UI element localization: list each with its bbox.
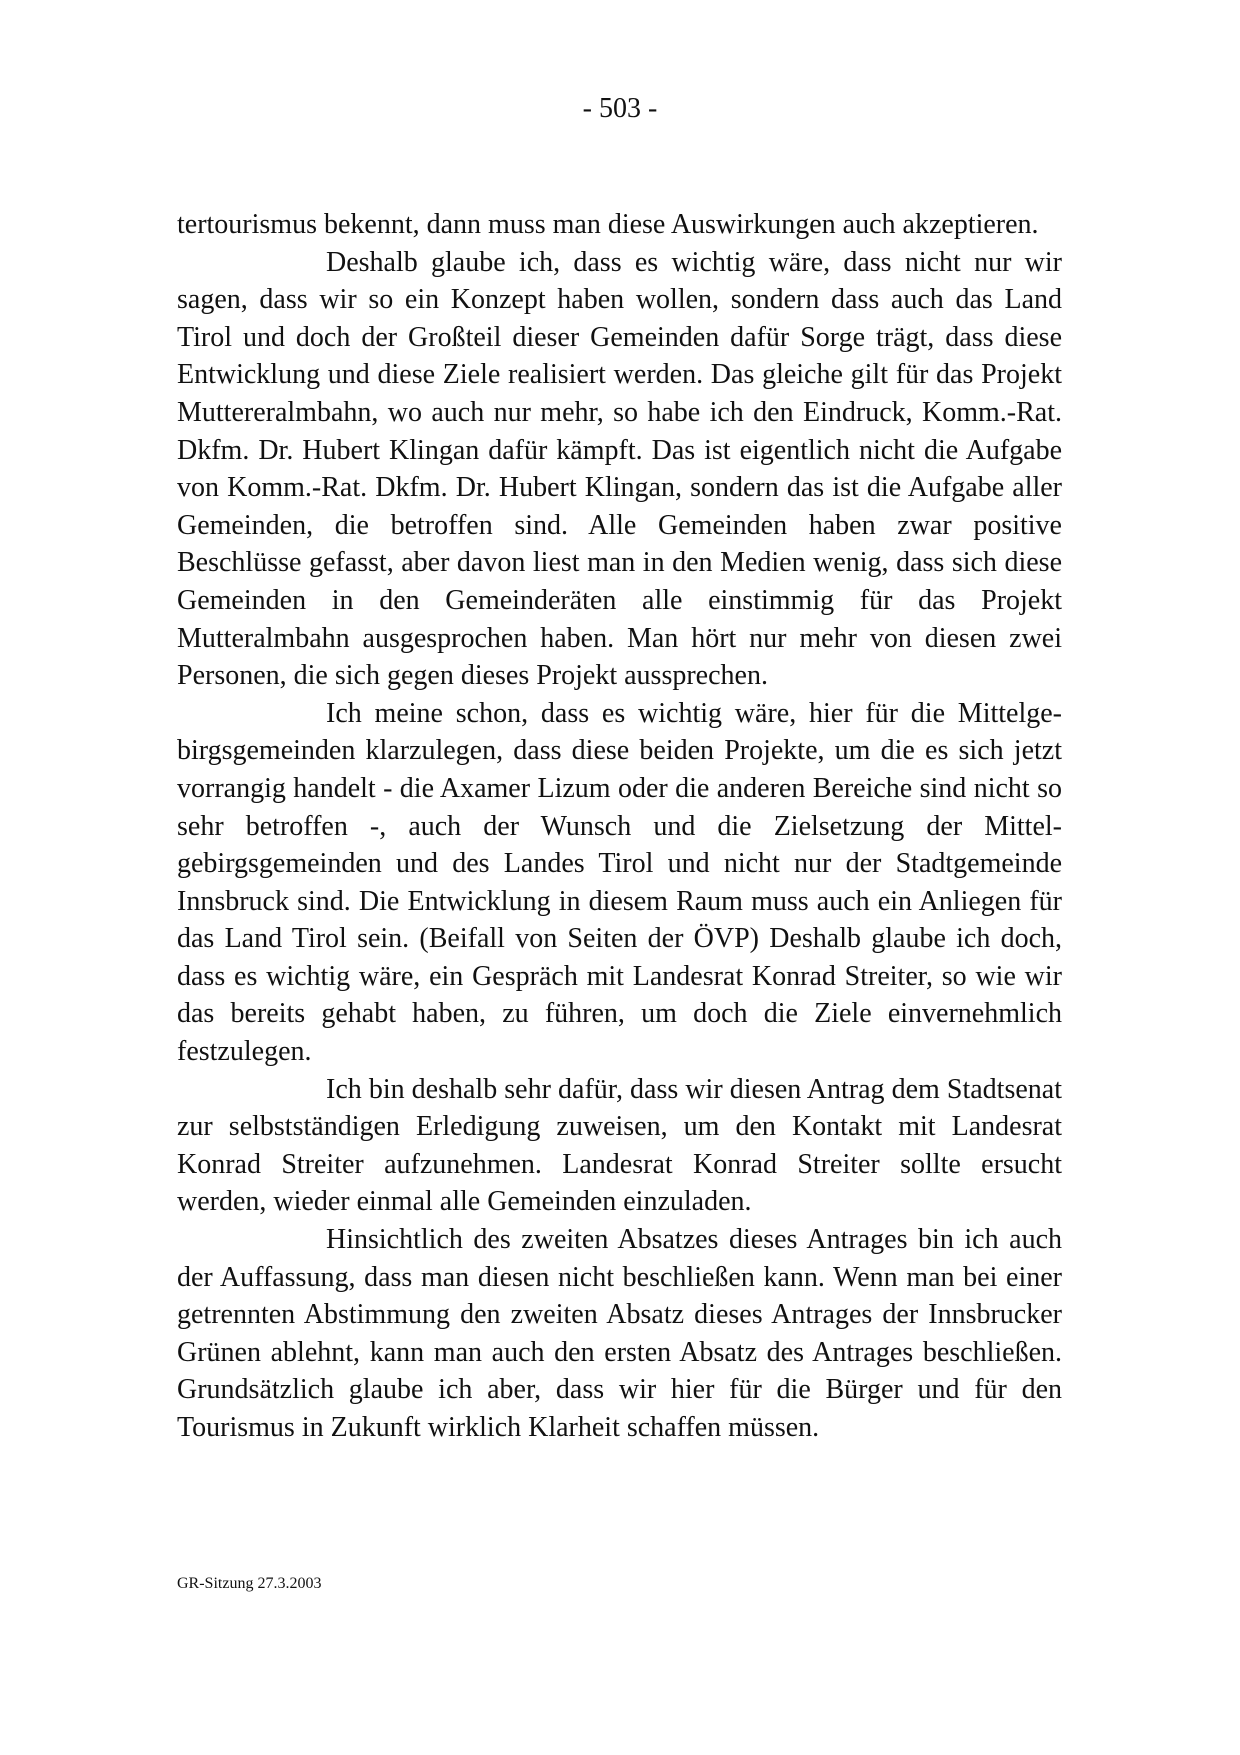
paragraph-3: Ich meine schon, dass es wichtig wäre, hier für die Mittelgebirgsgemeinden klarzulegen, dass diese beiden Projekte, um die es sich jetzt vorrangig handelt - die Axamer Lizum oder die anderen Bereiche sind nicht so sehr betroffen -, auch der Wunsch und die Zielsetzung der Mittelgebirgsgemeinden und des Landes Tirol und nicht nur der Stadtgemeinde Innsbruck sind. Die Entwicklung in diesem Raum muss auch ein Anliegen für das Land Tirol sein. (Beifall von Seiten der ÖVP) Deshalb glaube ich doch, dass es wichtig wäre, ein Gespräch mit Landesrat Konrad Streiter, so wie wir das bereits gehabt haben, zu führen, um doch die Ziele einvernehmlich festzulegen.	[177, 697, 1062, 1068]
body-text	[177, 206, 1062, 1447]
paragraph-4: Ich bin deshalb sehr dafür, dass wir diesen Antrag dem Stadtsenat zur selbstständigen Erledigung zuweisen, um den Kontakt mit Landesrat Konrad Streiter aufzunehmen. Landesrat Konrad Streiter sollte ersucht werden, wieder einmal alle Gemeinden einzuladen.	[177, 1073, 1062, 1218]
paragraph-2: Deshalb glaube ich, dass es wichtig wäre, dass nicht nur wir sagen, dass wir so ein Konzept haben wollen, sondern dass auch das Land Tirol und doch der Großteil dieser Gemeinden dafür Sorge trägt, dass diese Entwicklung und diese Ziele realisiert werden. Das gleiche gilt für das Projekt Muttereralmbahn, wo auch nur mehr, so habe ich den Eindruck, Komm.-Rat. Dkfm. Dr. Hubert Klingan dafür kämpft. Das ist eigentlich nicht die Aufgabe von Komm.-Rat. Dkfm. Dr. Hubert Klingan, sondern das ist die Aufgabe aller Gemeinden, die betroffen sind. Alle Gemeinden haben zwar positive Beschlüsse gefasst, aber davon liest man in den Medien wenig, dass sich diese Gemeinden in den Gemeinderäten alle einstimmig für das Projekt Mutteralmbahn ausgesprochen haben. Man hört nur mehr von diesen zwei Personen, die sich gegen dieses Projekt aussprechen.	[177, 246, 1062, 692]
paragraph-1: tertourismus bekennt, dann muss man diese Auswirkungen auch akzeptieren.	[177, 209, 1039, 240]
footer-session-date: GR-Sitzung 27.3.2003	[177, 1575, 322, 1592]
paragraph-5: Hinsichtlich des zweiten Absatzes dieses Antrages bin ich auch der Auffassung, dass man diesen nicht beschließen kann. Wenn man bei einer getrennten Abstimmung den zweiten Absatz dieses Antrages der Innsbrucker Grünen ablehnt, kann man auch den ersten Absatz des Antrages beschließen. Grundsätzlich glaube ich aber, dass wir hier für die Bürger und für den Tourismus in Zukunft wirklich Klarheit schaffen müssen.	[177, 1224, 1062, 1443]
page-number: - 503 -	[582, 93, 658, 124]
